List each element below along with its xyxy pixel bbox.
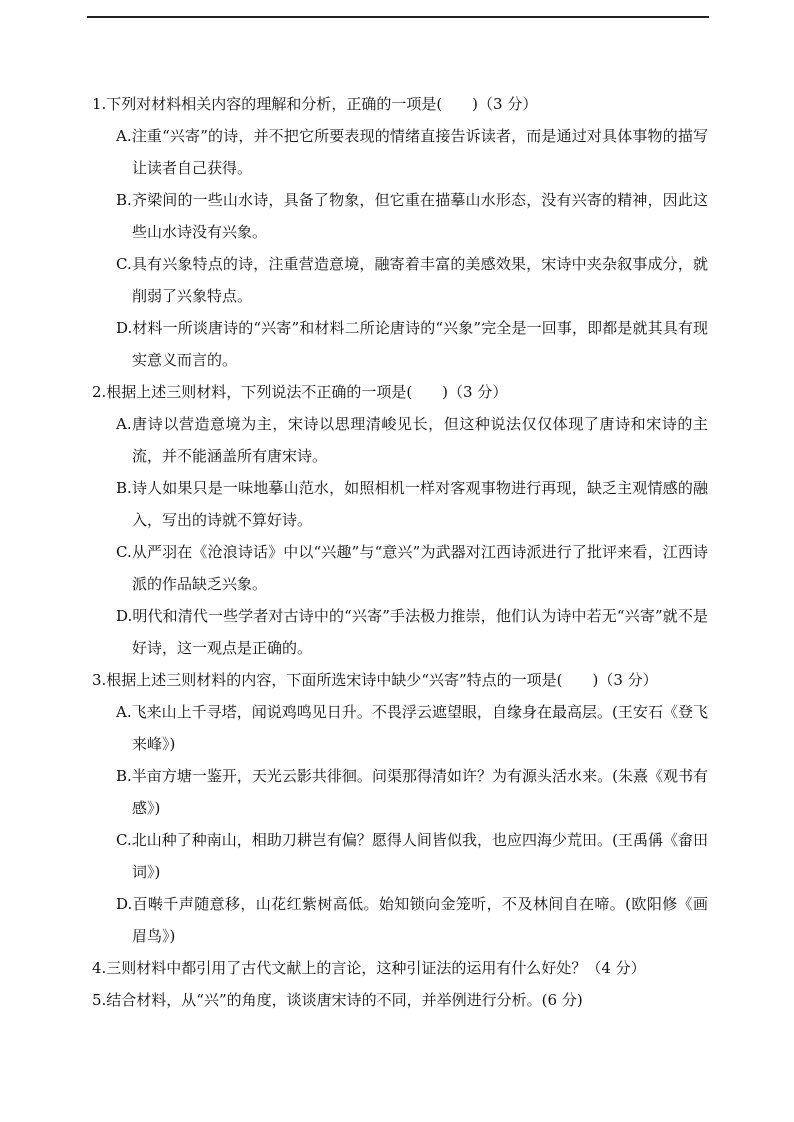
question-2-option-c: C.从严羽在《沧浪诗话》中以“兴趣”与“意兴”为武器对江西诗派进行了批评来看，江西诗派的作品缺乏兴象。 [116, 543, 708, 593]
question-1-option-a: A.注重“兴寄”的诗，并不把它所要表现的情绪直接告诉读者，而是通过对具体事物的描写让读者自己获得。 [116, 127, 708, 177]
question-1-stem: 1.下列对材料相关内容的理解和分析，正确的一项是( )（3 分） [92, 95, 538, 113]
question-1-option-d: D.材料一所谈唐诗的“兴寄”和材料二所论唐诗的“兴象”完全是一回事，即都是就其具有现实意义而言的。 [116, 319, 708, 369]
question-3-option-d: D.百啭千声随意移，山花红紫树高低。始知锁向金笼听，不及林间自在啼。(欧阳修《画眉鸟》) [116, 895, 708, 945]
question-list [92, 88, 708, 1016]
question-1-option-c: C.具有兴象特点的诗，注重营造意境，融寄着丰富的美感效果，宋诗中夹杂叙事成分，就削弱了兴象特点。 [116, 255, 708, 305]
question-2-option-b: B.诗人如果只是一味地摹山范水，如照相机一样对客观事物进行再现，缺乏主观情感的融入，写出的诗就不算好诗。 [116, 479, 708, 529]
question-2 [92, 376, 708, 664]
question-3-stem: 3.根据上述三则材料的内容，下面所选宋诗中缺少“兴寄”特点的一项是( )（3 分） [92, 671, 658, 689]
question-5 [92, 984, 708, 1016]
question-3-option-a: A.飞来山上千寻塔，闻说鸡鸣见日升。不畏浮云遮望眼，自缘身在最高层。(王安石《登飞来峰》) [116, 703, 708, 753]
question-5-stem: 5.结合材料，从“兴”的角度，谈谈唐宋诗的不同，并举例进行分析。(6 分) [92, 991, 583, 1009]
header-rule [87, 16, 709, 18]
question-3-option-b: B.半亩方塘一鉴开，天光云影共徘徊。问渠那得清如许？为有源头活水来。(朱熹《观书有感》) [116, 767, 708, 817]
question-2-option-d: D.明代和清代一些学者对古诗中的“兴寄”手法极力推崇，他们认为诗中若无“兴寄”就不是好诗，这一观点是正确的。 [116, 607, 708, 657]
question-1 [92, 88, 708, 376]
question-1-option-b: B.齐梁间的一些山水诗，具备了物象，但它重在描摹山水形态，没有兴寄的精神，因此这些山水诗没有兴象。 [116, 191, 708, 241]
question-2-stem: 2.根据上述三则材料，下列说法不正确的一项是( )（3 分） [92, 383, 508, 401]
question-3 [92, 664, 708, 952]
question-3-option-c: C.北山种了种南山，相助刀耕岂有偏？愿得人间皆似我，也应四海少荒田。(王禹偁《畲田词》) [116, 831, 708, 881]
question-4 [92, 952, 708, 984]
question-4-stem: 4.三则材料中都引用了古代文献上的言论，这种引证法的运用有什么好处？（4 分） [92, 959, 646, 977]
question-2-option-a: A.唐诗以营造意境为主，宋诗以思理清峻见长，但这种说法仅仅体现了唐诗和宋诗的主流，并不能涵盖所有唐宋诗。 [116, 415, 708, 465]
